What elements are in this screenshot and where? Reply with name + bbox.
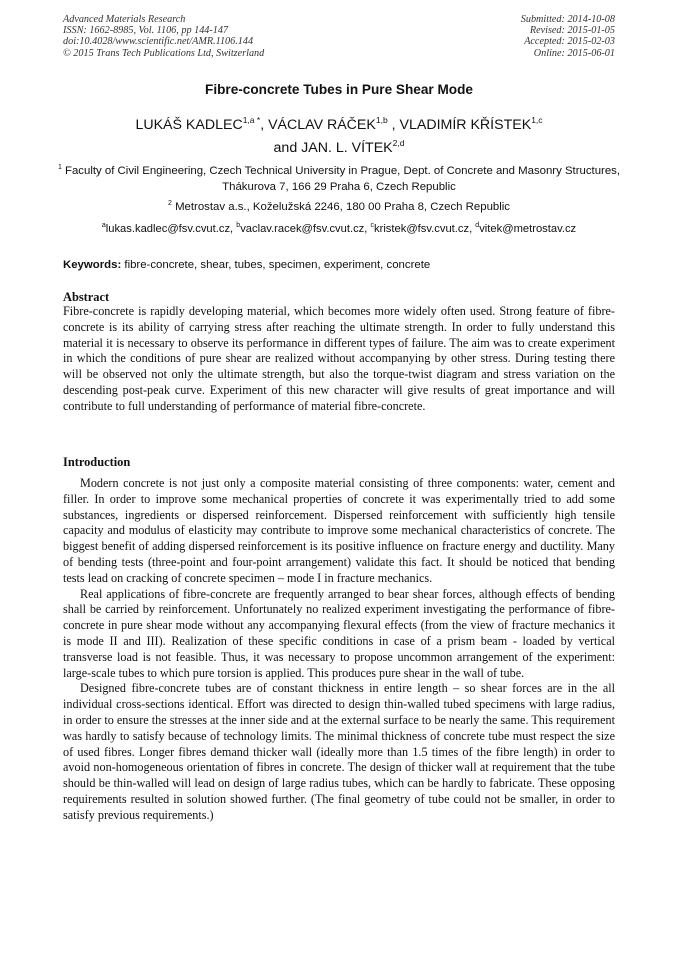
copyright-line: © 2015 Trans Tech Publications Ltd, Switzerland	[63, 47, 265, 59]
introduction-paragraph: Designed fibre-concrete tubes are of constant thickness in entire length – so shear forces are in the all individual cross-sections identical. Effort was directed to design thin-walled tubed specimens with large radius, in order to ensure the stresses at the inner side and at the external surface to be nearly the same. This requirement was hardly to satisfy because of technology limits. The minimal thickness of concrete tube must respect the size of used fibres. Longer fibres demand thicker wall (ideally more than 1.5 times of the fibre length) in order to avoid non-homogeneous orientation of fibres in concrete. The design of thicker wall at requirement that the tube should be thin-walled will lead on design of large radius tubes, which can be hardly to fabricate. These opposing requirements resulted in solution showed further. (The final geometry of tube could not be smaller, in order to satisfy previous requirements.)	[63, 681, 615, 822]
issn-line: ISSN: 1662-8985, Vol. 1106, pp 144-147	[63, 25, 229, 37]
introduction-paragraph: Modern concrete is not just only a composite material consisting of three components: water, cement and filler. In order to improve some mechanical properties of concrete it was experimentally tried to add some substances, ingredients or dispersed reinforcement. Dispersed reinforcement with sufficiently high tensile capacity and modulus of elasticity may contribute to improve some mechanical characteristics of concrete. The biggest benefit of adding dispersed reinforcement is its positive influence on fracture energy and ductility. Many of bending tests (three-point and four-point arrangement) validate this fact. It should be noticed that bending tests lead on cracking of concrete specimen – mode I in fracture mechanics.	[63, 476, 615, 585]
author-line-2	[40, 137, 638, 160]
email-link[interactable]: lukas.kadlec@fsv.cvut.cz,	[105, 223, 237, 235]
author-affiliation-mark: 2,d	[392, 138, 405, 148]
email-link[interactable]: kristek@fsv.cvut.cz,	[374, 223, 476, 235]
keywords-label: Keywords:	[63, 259, 122, 271]
introduction-body	[63, 476, 615, 824]
affiliation-text: Metrostav a.s., Koželužská 2246, 180 00 Praha 8, Czech Republic	[175, 201, 511, 213]
affiliation-mark: 1	[57, 164, 62, 171]
journal-header	[63, 14, 264, 59]
affiliation-1	[40, 164, 638, 195]
author-affiliation-mark: 1,b	[375, 115, 388, 125]
author-name: LUKÁŠ KADLEC	[135, 117, 243, 133]
author-line-1: LUKÁŠ $KADLEC^{1,a *}$, VÁCLAV RÁČEK$^{1,b}$ , VLADIMÍR KŘÍSTEK$^{1,c}$	[135, 115, 543, 133]
affiliation-mark: 2	[167, 200, 172, 207]
abstract-heading: Abstract	[63, 290, 110, 304]
affiliation-2	[40, 200, 638, 216]
abstract-paragraph: Fibre-concrete is rapidly developing material, which becomes more widely often used. Strong feature of fibre-concrete is its ability of carrying stress after reaching the ultimate strength. In order to fully understand this material it is necessary to observe its performance in different types of failure. The aim was to create experiment in which the conditions of pure shear are realized without accompanying by other stress. During testing there will be observed not only the ultimate strength, but also the torque-twist diagram and stress variation on the descending post-peak curve. Experiment of this new character will give results of great importance and will contribute to full understanding of performance of material fibre-concrete.	[63, 304, 615, 413]
author-affiliation-mark: 1,a *	[242, 115, 261, 125]
keywords-text: fibre-concrete, shear, tubes, specimen, experiment, concrete	[121, 259, 431, 271]
author-name: VLADIMÍR KŘÍSTEK	[399, 117, 532, 133]
keywords	[63, 259, 615, 271]
paper-title: Fibre-concrete Tubes in Pure Shear Mode	[205, 82, 473, 97]
doi-line: doi:10.4028/www.scientific.net/AMR.1106.144	[63, 36, 254, 48]
revised-date: Revised: 2015-01-05	[529, 25, 615, 37]
dates-header	[521, 14, 615, 59]
introduction-heading: Introduction	[63, 455, 131, 469]
author-name: and JAN. L. VÍTEK	[273, 140, 393, 156]
abstract-body	[63, 304, 615, 415]
email-link[interactable]: vaclav.racek@fsv.cvut.cz,	[240, 223, 371, 235]
accepted-date: Accepted: 2015-02-03	[524, 36, 615, 48]
online-date: Online: 2015-06-01	[533, 47, 615, 59]
author-affiliation-mark: 1,c	[531, 115, 543, 125]
affiliation-text: Faculty of Civil Engineering, Czech Technical University in Prague, Dept. of Concrete and Masonry Structures, Thákurova 7, 166 29 Praha 6, Czech Republic	[65, 165, 621, 193]
author-list	[40, 114, 638, 160]
email-link[interactable]: vitek@metrostav.cz	[479, 223, 577, 235]
submitted-date: Submitted: 2014-10-08	[520, 14, 615, 25]
author-name: VÁCLAV RÁČEK	[268, 117, 376, 133]
journal-name: Advanced Materials Research	[63, 14, 186, 25]
email-list: $^a$lukas.kadlec@fsv.cvut.cz, $^b$vaclav.racek@fsv.cvut.cz, $^c$kristek@fsv.cvut.cz, $^d$vitek@metrostav.cz	[101, 222, 577, 235]
introduction-paragraph: Real applications of fibre-concrete are frequently arranged to bear shear forces, although effects of bending shall be carried by reinforcement. Unfortunately no realized experiment investigating the performance of fibre-concrete in pure shear mode without any accompanying flexural effects (from the view of fracture mechanics it is mode II and III). Realization of these specific conditions in case of a prism beam - loaded by vertical transverse load is not feasible. Thus, it was necessary to propose uncommon arrangement of the experiment: large-scale tubes to which pure torsion is applied. This produces pure shear in the wall of tube.	[63, 586, 615, 680]
